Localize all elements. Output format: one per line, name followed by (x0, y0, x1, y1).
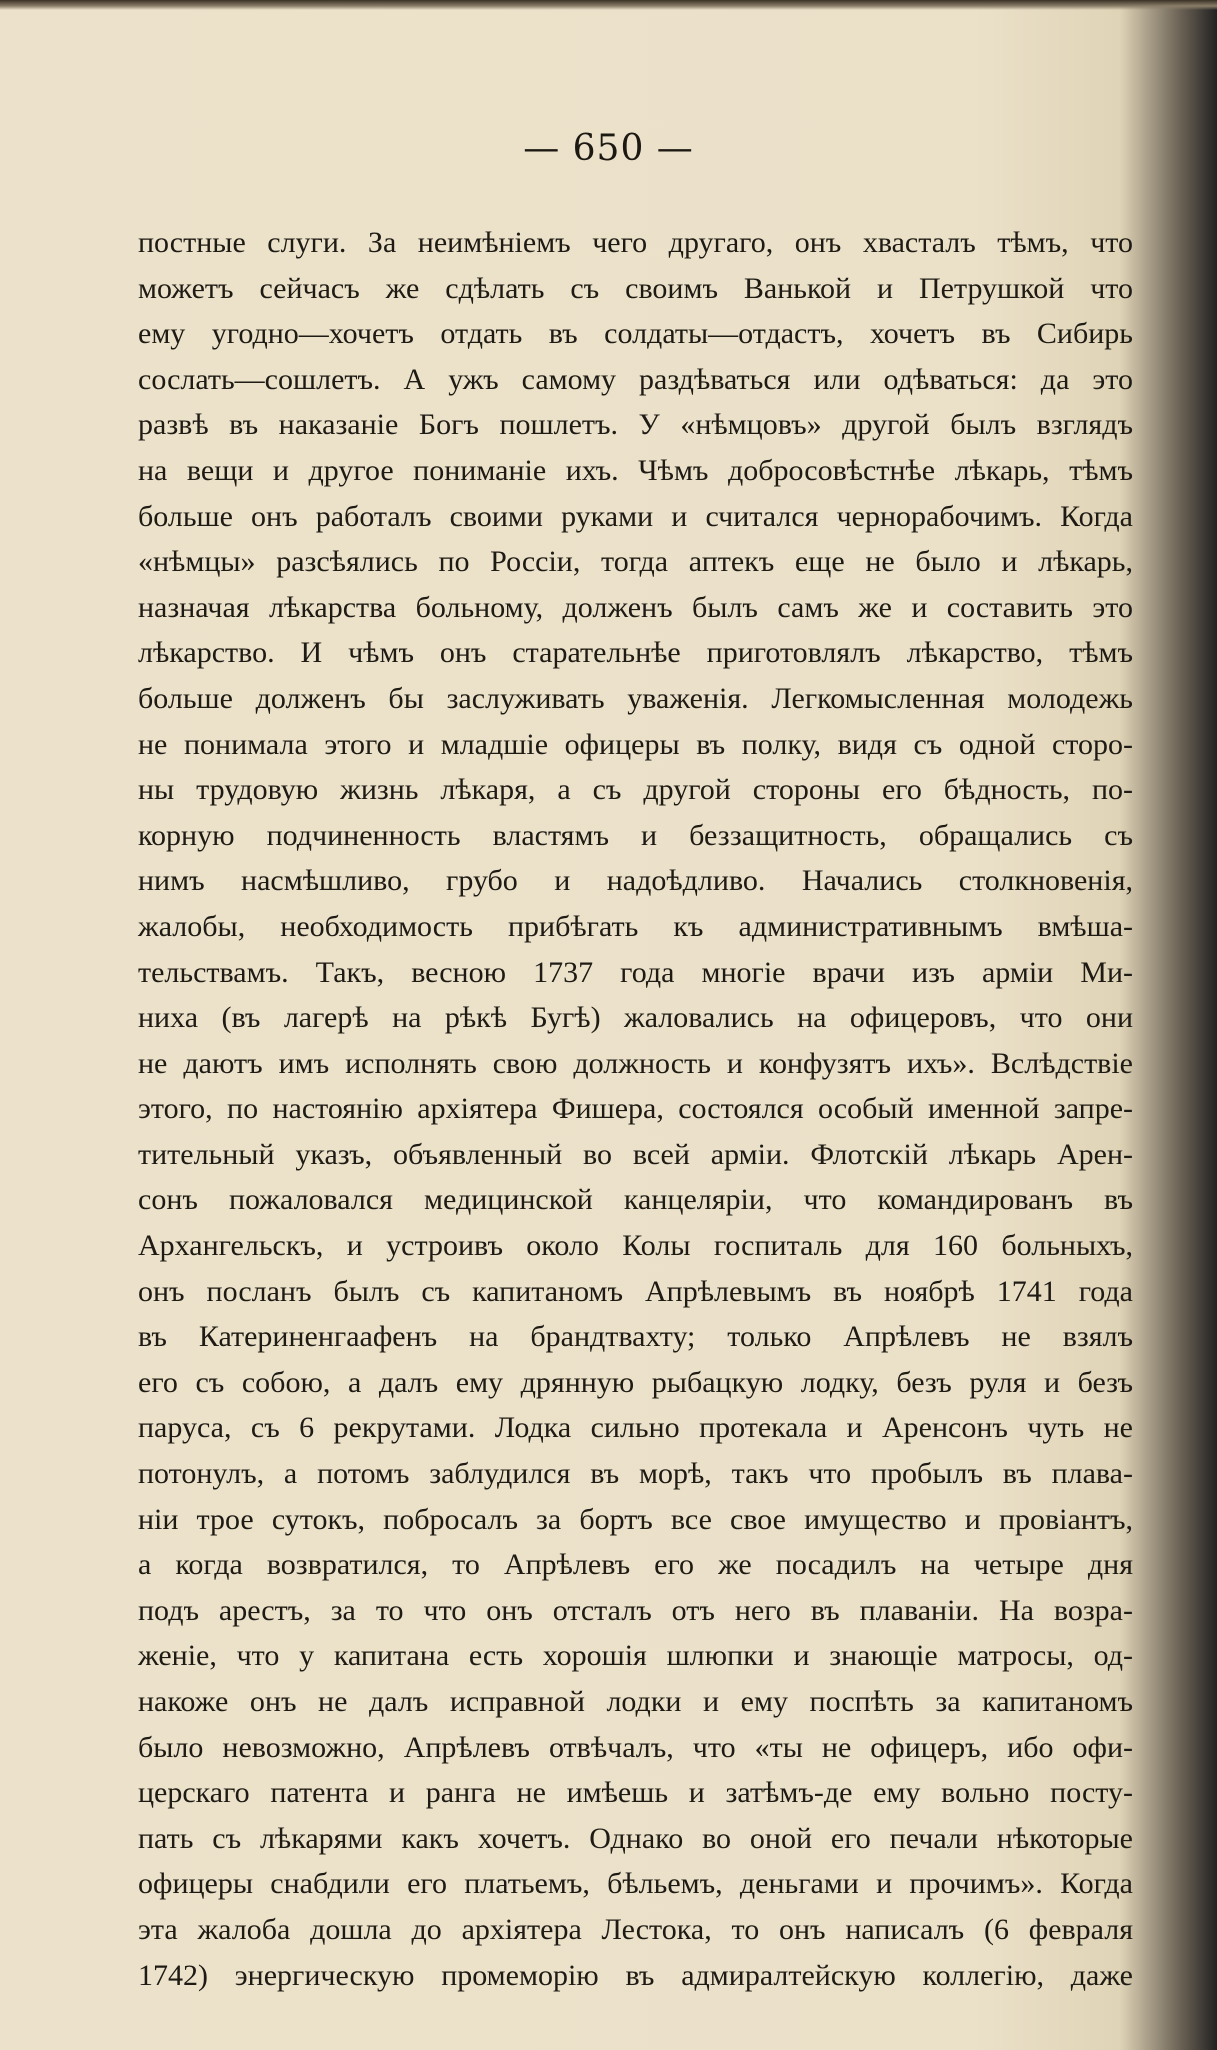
text-line: постные слуги. За неимѣніемъ чего другаго, онъ хвасталъ тѣмъ, что (138, 226, 1133, 259)
text-line: накоже онъ не далъ исправной лодки и ему поспѣть за капитаномъ (138, 1685, 1133, 1718)
text-line: паруса, съ 6 рекрутами. Лодка сильно протекала и Аренсонъ чуть не (138, 1411, 1133, 1445)
text-line: лѣкарство. И чѣмъ онъ старательнѣе приготовлялъ лѣкарство, тѣмъ (138, 636, 1133, 670)
text-line: потонулъ, а потомъ заблудился въ морѣ, такъ что пробылъ въ плава- (138, 1457, 1133, 1491)
text-line: Архангельскъ, и устроивъ около Колы госпиталь для 160 больныхъ, (138, 1229, 1133, 1263)
text-line: его съ собою, а далъ ему дрянную рыбацкую лодку, безъ руля и безъ (138, 1365, 1133, 1399)
page-number: — 650 — (523, 128, 694, 169)
text-line: развѣ въ наказаніе Богъ пошлетъ. У «нѣмцовъ» другой былъ взглядъ (138, 408, 1133, 442)
page-top-edge (0, 0, 1217, 10)
text-line: назначая лѣкарства больному, долженъ былъ самъ же и составить это (138, 590, 1133, 624)
text-line: церскаго патента и ранга не имѣешь и затѣмъ-де ему вольно посту- (138, 1776, 1133, 1810)
text-line: нимъ насмѣшливо, грубо и надоѣдливо. Начались столкновенія, (138, 864, 1133, 898)
text-line: жалобы, необходимость прибѣгать къ административнымъ вмѣша- (138, 909, 1133, 943)
text-line: было невозможно, Апрѣлевъ отвѣчалъ, что «ты не офицеръ, ибо офи- (138, 1730, 1133, 1764)
text-line: 1742) энергическую промеморію въ адмиралтейскую коллегію, даже (138, 1958, 1133, 1992)
text-line: на вещи и другое пониманіе ихъ. Чѣмъ добросовѣстнѣе лѣкарь, тѣмъ (138, 453, 1133, 487)
text-line: а когда возвратился, то Апрѣлевъ его же посадилъ на четыре дня (138, 1548, 1133, 1582)
text-line: ему угодно—хочетъ отдать въ солдаты—отдастъ, хочетъ въ Сибирь (138, 317, 1133, 351)
text-line: этого, по настоянію архіятера Фишера, состоялся особый именной запре- (138, 1092, 1133, 1126)
text-line: «нѣмцы» разсѣялись по Россіи, тогда аптекъ еще не было и лѣкарь, (138, 545, 1133, 579)
text-line: ніи трое сутокъ, побросалъ за бортъ все свое имущество и провіантъ, (138, 1502, 1133, 1536)
text-line: ниха (въ лагерѣ на рѣкѣ Бугѣ) жаловались на офицеровъ, что они (138, 1001, 1133, 1035)
text-line: больше долженъ бы заслуживать уваженія. Легкомысленная молодежь (138, 681, 1133, 715)
text-line: сонъ пожаловался медицинской канцеляріи, что командированъ въ (138, 1183, 1133, 1217)
text-line: ны трудовую жизнь лѣкаря, а съ другой стороны его бѣдность, по- (138, 773, 1133, 807)
text-line: въ Катериненгаафенъ на брандтвахту; только Апрѣлевъ не взялъ (138, 1320, 1133, 1354)
text-line: тительный указъ, объявленный во всей арміи. Флотскій лѣкарь Арен- (138, 1137, 1133, 1171)
text-line: корную подчиненность властямъ и беззащитность, обращались съ (138, 818, 1133, 852)
text-line: можетъ сейчасъ же сдѣлать съ своимъ Ванькой и Петрушкой что (138, 271, 1133, 305)
text-line: пать съ лѣкарями какъ хочетъ. Однако во оной его печали нѣкоторые (138, 1821, 1133, 1855)
text-line: тельствамъ. Такъ, весною 1737 года многіе врачи изъ арміи Ми- (138, 955, 1133, 989)
text-line: онъ посланъ былъ съ капитаномъ Апрѣлевымъ въ ноябрѣ 1741 года (138, 1274, 1133, 1308)
text-line: женіе, что у капитана есть хорошія шлюпки и знающіе матросы, од- (138, 1639, 1133, 1673)
text-line: больше онъ работалъ своими руками и считался чернорабочимъ. Когда (138, 499, 1133, 533)
text-line: эта жалоба дошла до архіятера Лестока, то онъ написалъ (6 февраля (138, 1912, 1133, 1946)
text-line: сослать—сошлетъ. А ужъ самому раздѣваться или одѣваться: да это (138, 362, 1133, 396)
text-line: не даютъ имъ исполнять свою должность и конфузятъ ихъ». Вслѣдствіе (138, 1046, 1133, 1080)
text-line: офицеры снабдили его платьемъ, бѣльемъ, деньгами и прочимъ». Когда (138, 1867, 1133, 1901)
body-text (138, 220, 1133, 1998)
text-line: не понимала этого и младшіе офицеры въ полку, видя съ одной сторо- (138, 727, 1133, 761)
text-line: подъ арестъ, за то что онъ отсталъ отъ него въ плаваніи. На возра- (138, 1593, 1133, 1627)
